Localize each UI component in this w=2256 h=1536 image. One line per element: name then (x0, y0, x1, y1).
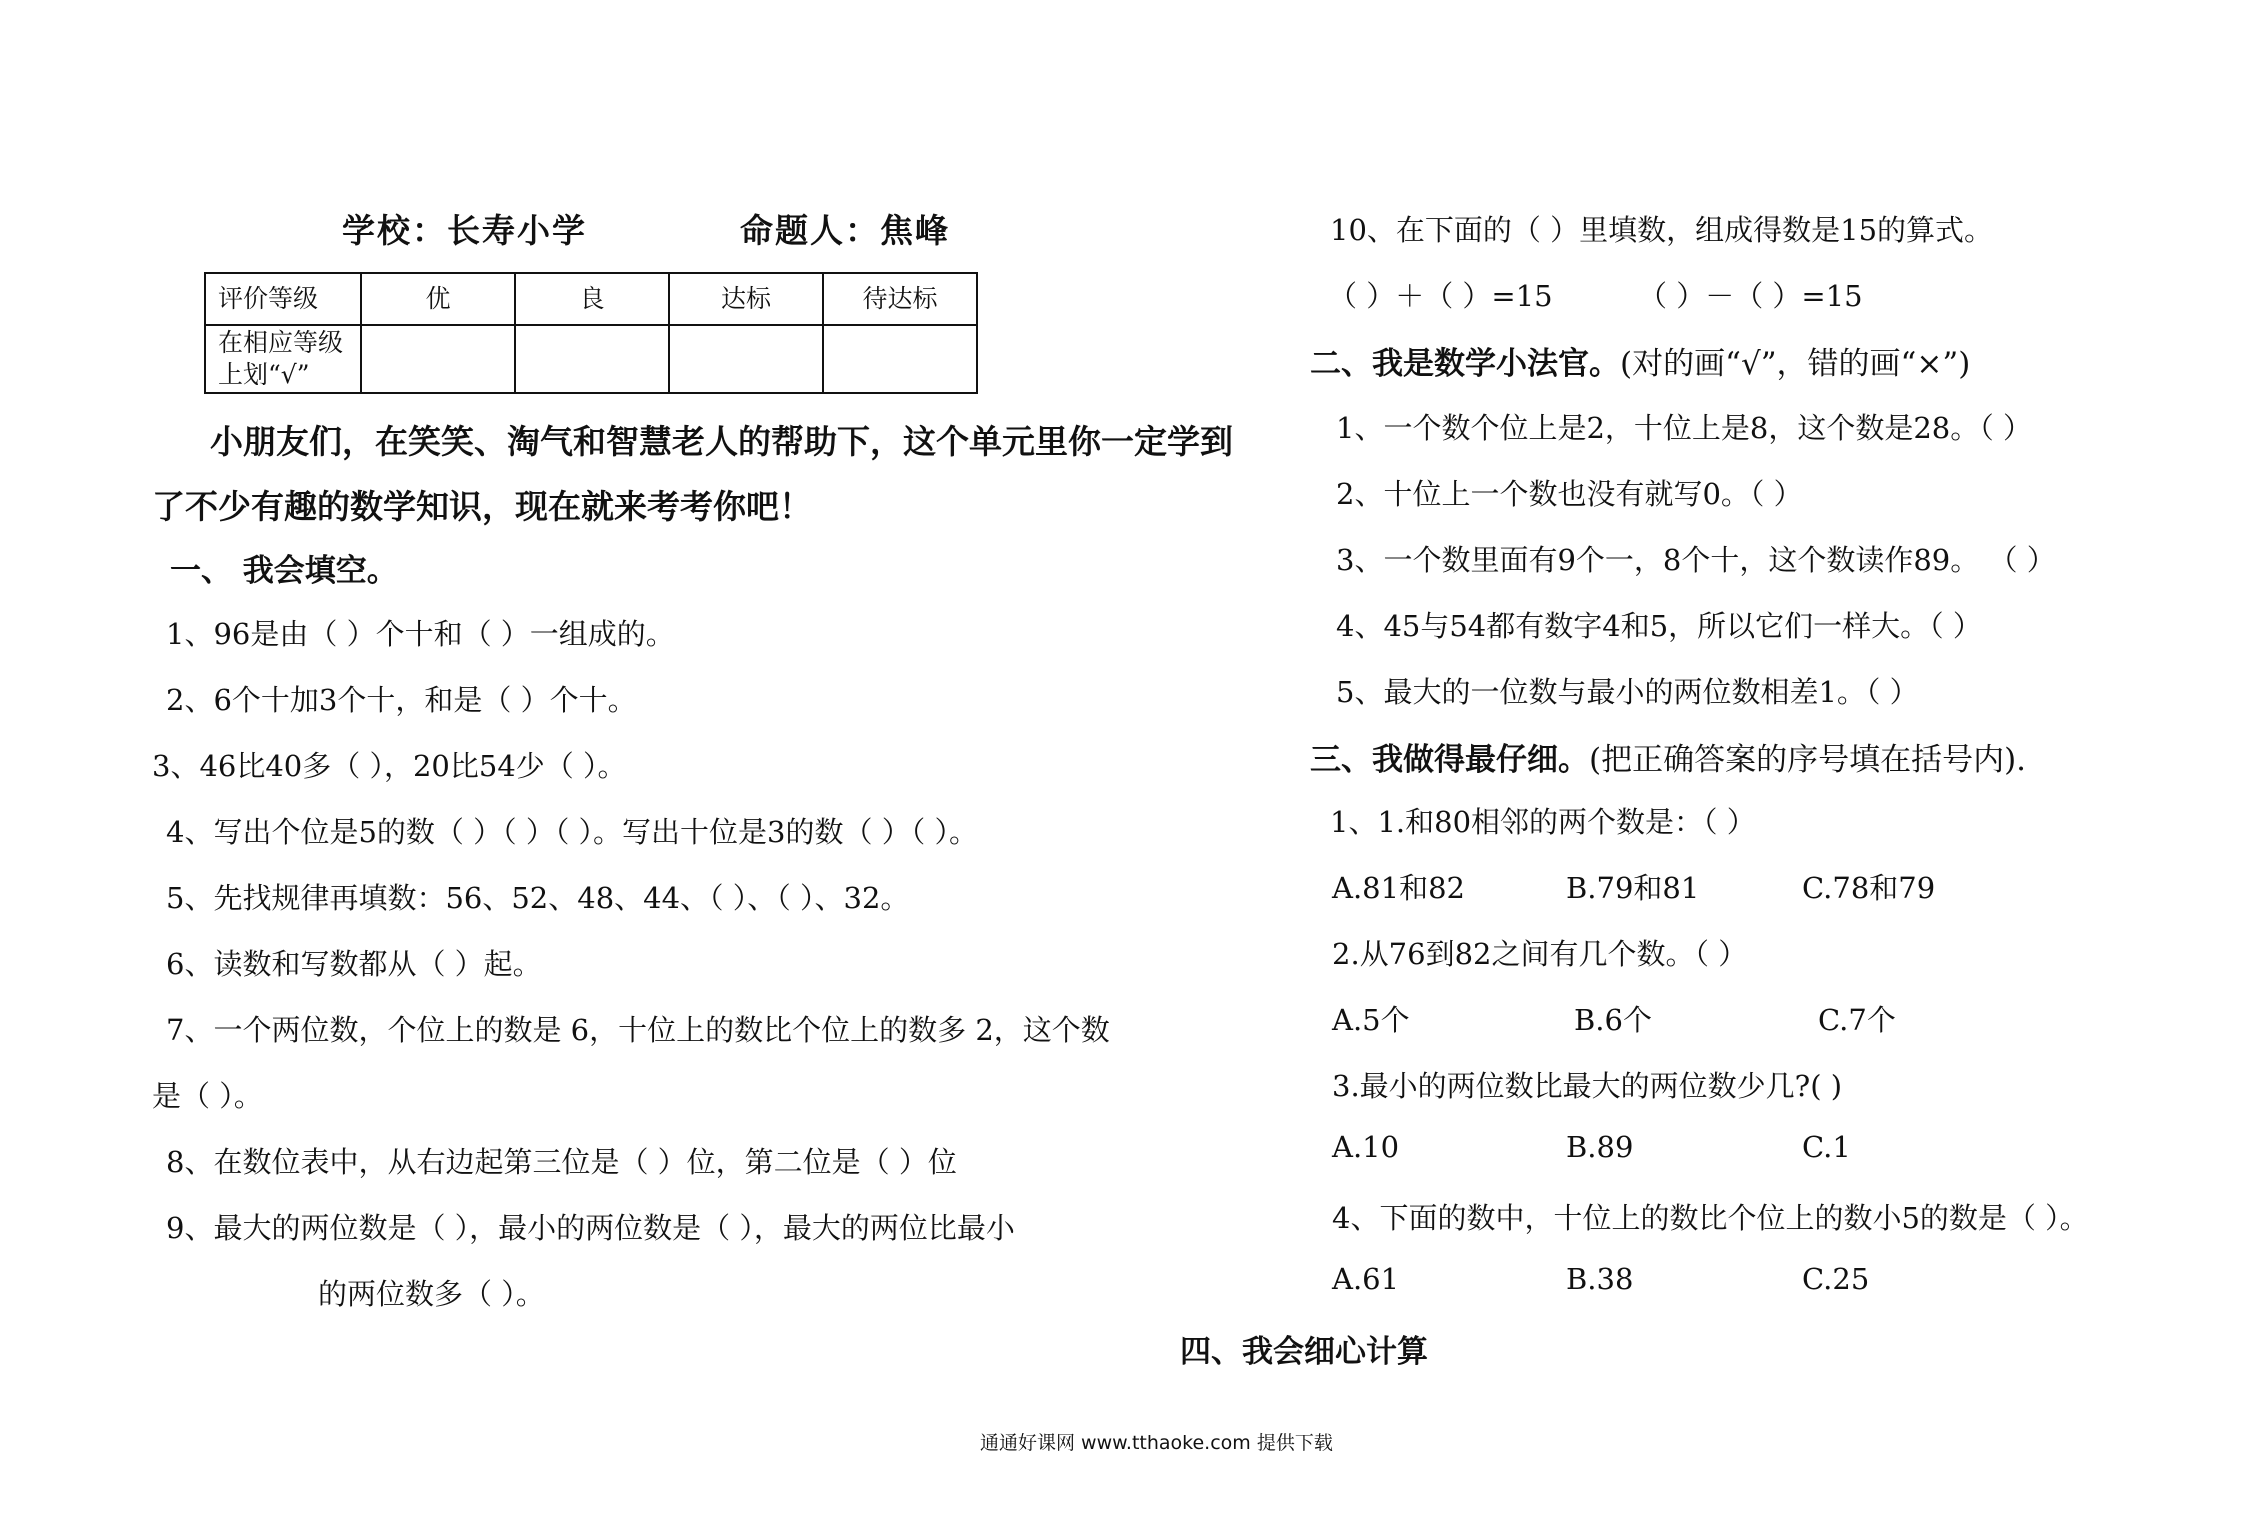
fill-question-4: 4、写出个位是5的数（ ）（ ）（ ）。写出十位是3的数（ ）（ ）。 (166, 815, 978, 849)
section-3-note: (把正确答案的序号填在括号内). (1589, 742, 2027, 778)
section-2-heading: 二、我是数学小法官。 (1310, 346, 1620, 382)
choice-4-option-a: A.61 (1332, 1262, 1400, 1296)
grade-table-header-row (205, 273, 977, 325)
fill-question-2: 2、6个十加3个十，和是（ ）个十。 (166, 683, 637, 717)
judge-question-3: 3、一个数里面有9个一，8个十，这个数读作89。 （ ） (1336, 543, 2056, 577)
fill-question-10: 10、在下面的（ ）里填数，组成得数是15的算式。 (1330, 213, 1994, 247)
choice-3-option-a: A.10 (1332, 1130, 1400, 1164)
choice-question-4: 4、下面的数中，十位上的数比个位上的数小5的数是（ ）。 (1332, 1201, 2089, 1235)
fill-question-5: 5、先找规律再填数：56、52、48、44、（ ）、（ ）、32。 (166, 881, 910, 915)
fill-question-1: 1、96是由（ ）个十和（ ）一组成的。 (166, 617, 675, 651)
grade-pass-cell: 达标 (669, 273, 823, 325)
grade-pending-cell: 待达标 (823, 273, 977, 325)
choice-2-option-b: B.6个 (1574, 1003, 1652, 1037)
mark-cell-excellent[interactable] (361, 325, 515, 393)
grade-table-mark-row (205, 325, 977, 393)
judge-question-1: 1、一个数个位上是2，十位上是8，这个数是28。（ ） (1336, 411, 2032, 445)
grade-good-cell: 良 (515, 273, 669, 325)
intro-line-1: 小朋友们，在笑笑、淘气和智慧老人的帮助下，这个单元里你一定学到 (210, 422, 1233, 461)
intro-line-2: 了不少有趣的数学知识，现在就来考考你吧！ (152, 487, 812, 526)
q10-equation-subtract: （ ）－（ ）=15 (1638, 279, 1863, 313)
mark-cell-pending[interactable] (823, 325, 977, 393)
footer-source: 通通好课网 www.tthaoke.com 提供下载 (980, 1432, 1333, 1454)
fill-question-6: 6、读数和写数都从（ ）起。 (166, 947, 542, 981)
choice-3-option-c: C.1 (1802, 1130, 1851, 1164)
choice-2-option-c: C.7个 (1818, 1003, 1896, 1037)
section-4-title: 四、我会细心计算 (1180, 1334, 1428, 1370)
choice-1-option-c: C.78和79 (1802, 871, 1936, 905)
mark-instruction-line1: 在相应等级 (218, 328, 344, 357)
judge-question-5: 5、最大的一位数与最小的两位数相差1。（ ） (1336, 675, 1919, 709)
choice-1-option-a: A.81和82 (1332, 871, 1465, 905)
judge-question-2: 2、十位上一个数也没有就写0。（ ） (1336, 477, 1803, 511)
choice-2-option-a: A.5个 (1332, 1003, 1410, 1037)
mark-cell-good[interactable] (515, 325, 669, 393)
choice-4-option-b: B.38 (1566, 1262, 1634, 1296)
choice-question-1: 1、1.和80相邻的两个数是：（ ） (1330, 805, 1756, 839)
judge-question-4: 4、45与54都有数字4和5，所以它们一样大。（ ） (1336, 609, 1982, 643)
grade-excellent-cell: 优 (361, 273, 515, 325)
mark-cell-pass[interactable] (669, 325, 823, 393)
author-name: 命题人：焦峰 (740, 211, 950, 250)
mark-instruction-line2: 上划“√” (218, 360, 310, 389)
section-3-title (1310, 734, 2026, 779)
section-2-title (1310, 338, 1970, 383)
section-3-heading: 三、我做得最仔细。 (1310, 742, 1589, 778)
fill-question-7-line1: 7、一个两位数，个位上的数是 6，十位上的数比个位上的数多 2，这个数 (166, 1013, 1110, 1047)
choice-4-option-c: C.25 (1802, 1262, 1870, 1296)
q10-equation-add: （ ）＋（ ）=15 (1328, 279, 1553, 313)
fill-question-9-line1: 9、最大的两位数是（ ），最小的两位数是（ ），最大的两位比最小 (166, 1211, 1015, 1245)
school-name: 学校：长寿小学 (342, 211, 587, 250)
choice-1-option-b: B.79和81 (1566, 871, 1700, 905)
fill-question-3: 3、46比40多（ ），20比54少（ ）。 (152, 749, 627, 783)
grade-table (204, 272, 978, 394)
section-1-title: 一、 我会填空。 (170, 553, 398, 589)
fill-question-9-line2: 的两位数多（ ）。 (318, 1277, 545, 1311)
choice-3-option-b: B.89 (1566, 1130, 1634, 1164)
grade-label-cell: 评价等级 (205, 273, 361, 325)
choice-question-2: 2.从76到82之间有几个数。（ ） (1332, 937, 1748, 971)
fill-question-8: 8、在数位表中，从右边起第三位是（ ）位，第二位是（ ）位 (166, 1145, 957, 1179)
mark-instruction-cell (205, 325, 361, 393)
choice-question-3: 3.最小的两位数比最大的两位数少几?( ) (1332, 1069, 1843, 1103)
fill-question-7-line2: 是（ ）。 (152, 1079, 263, 1113)
section-2-note: (对的画“√”，错的画“×”) (1620, 346, 1971, 382)
